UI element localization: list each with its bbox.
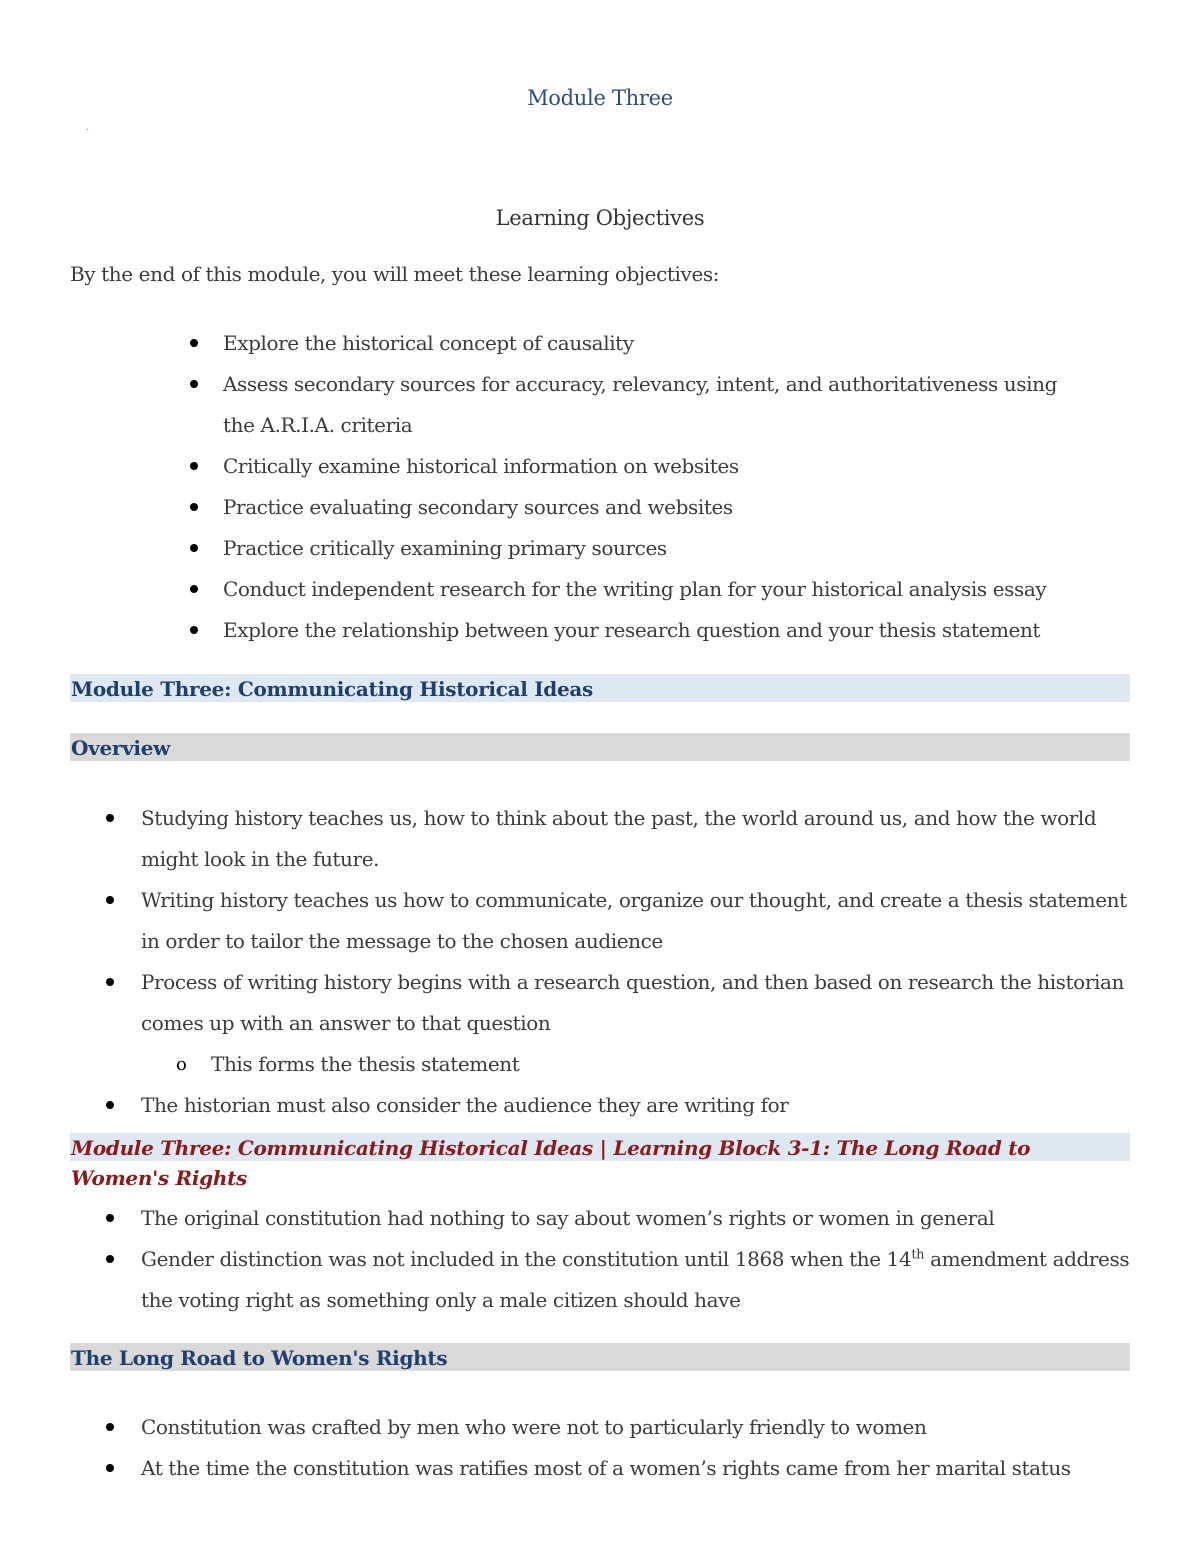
list-item [141,880,1131,962]
list-item-text-start: Gender distinction was not included in the constitution until 1868 when the 14 [141,1247,912,1271]
bullet-icon [106,814,114,822]
list-item-text: Practice evaluating secondary sources and websites [223,495,733,519]
list-item-text-end: amendment address the voting right as something only a male citizen should have [141,1247,1130,1312]
bullet-icon [106,1101,114,1109]
list-item-text: Process of writing history begins with a research question, and then based on research the historian comes up with an answer to that question [141,970,1124,1035]
list-item [223,364,1083,446]
sub-list-item-text: This forms the thesis statement [211,1052,520,1076]
learning-block-heading: Module Three: Communicating Historical Ideas | Learning Block 3-1: The Long Road to Women's Rights [70,1133,1130,1161]
bullet-icon [106,896,114,904]
list-item [223,569,1083,610]
list-item [223,528,1083,569]
bullet-icon [190,380,198,388]
list-item-text: Writing history teaches us how to communicate, organize our thought, and create a thesis statement in order to tailor the message to the chosen audience [141,888,1127,953]
learning-block-list [141,1198,1131,1321]
list-item [141,1198,1131,1239]
bullet-icon [190,462,198,470]
rights-heading: The Long Road to Women's Rights [70,1343,1130,1371]
list-item [141,1407,1131,1448]
objectives-list [223,323,1083,651]
objectives-heading: Learning Objectives [495,206,705,230]
bullet-icon [190,585,198,593]
bullet-icon [106,1214,114,1222]
list-item-text: Explore the relationship between your research question and your thesis statement [223,618,1041,642]
bullet-icon [106,1255,114,1263]
list-item [141,798,1131,880]
bullet-icon [190,339,198,347]
page-title: Module Three [527,86,673,110]
bullet-icon [190,544,198,552]
list-item-text: Assess secondary sources for accuracy, relevancy, intent, and authoritativeness using the A.R.I.A. criteria [223,372,1057,437]
list-item-text: Explore the historical concept of causality [223,331,634,355]
stray-mark: . [86,122,90,133]
overview-heading: Overview [70,733,1130,761]
sub-list-item [141,1044,1131,1085]
bullet-icon [190,626,198,634]
list-item [141,1448,1131,1489]
list-item-text: Constitution was crafted by men who were not to particularly friendly to women [141,1415,927,1439]
list-item [223,487,1083,528]
list-item [141,1085,1131,1126]
list-item [223,446,1083,487]
objectives-intro: By the end of this module, you will meet these learning objectives: [70,262,720,286]
list-item-text: Studying history teaches us, how to think about the past, the world around us, and how the world might look in the future. [141,806,1097,871]
bullet-icon [106,1464,114,1472]
overview-list [141,798,1131,1126]
list-item [141,1239,1131,1321]
ordinal-suffix: th [911,1247,925,1263]
bullet-icon [106,1423,114,1431]
bullet-icon [106,978,114,986]
list-item [223,323,1083,364]
list-item-text: The historian must also consider the audience they are writing for [141,1093,789,1117]
list-item-text: Practice critically examining primary sources [223,536,667,560]
circle-bullet-icon: o [176,1054,187,1075]
list-item-text: Conduct independent research for the writing plan for your historical analysis essay [223,577,1047,601]
bullet-icon [190,503,198,511]
list-item-text: The original constitution had nothing to say about women’s rights or women in general [141,1206,995,1230]
list-item [141,962,1131,1085]
rights-list [141,1407,1131,1489]
list-item-text: At the time the constitution was ratifies most of a women’s rights came from her marital status [141,1456,1071,1480]
module-heading: Module Three: Communicating Historical Ideas [70,674,1130,702]
list-item-text: Critically examine historical information on websites [223,454,739,478]
list-item [223,610,1083,651]
